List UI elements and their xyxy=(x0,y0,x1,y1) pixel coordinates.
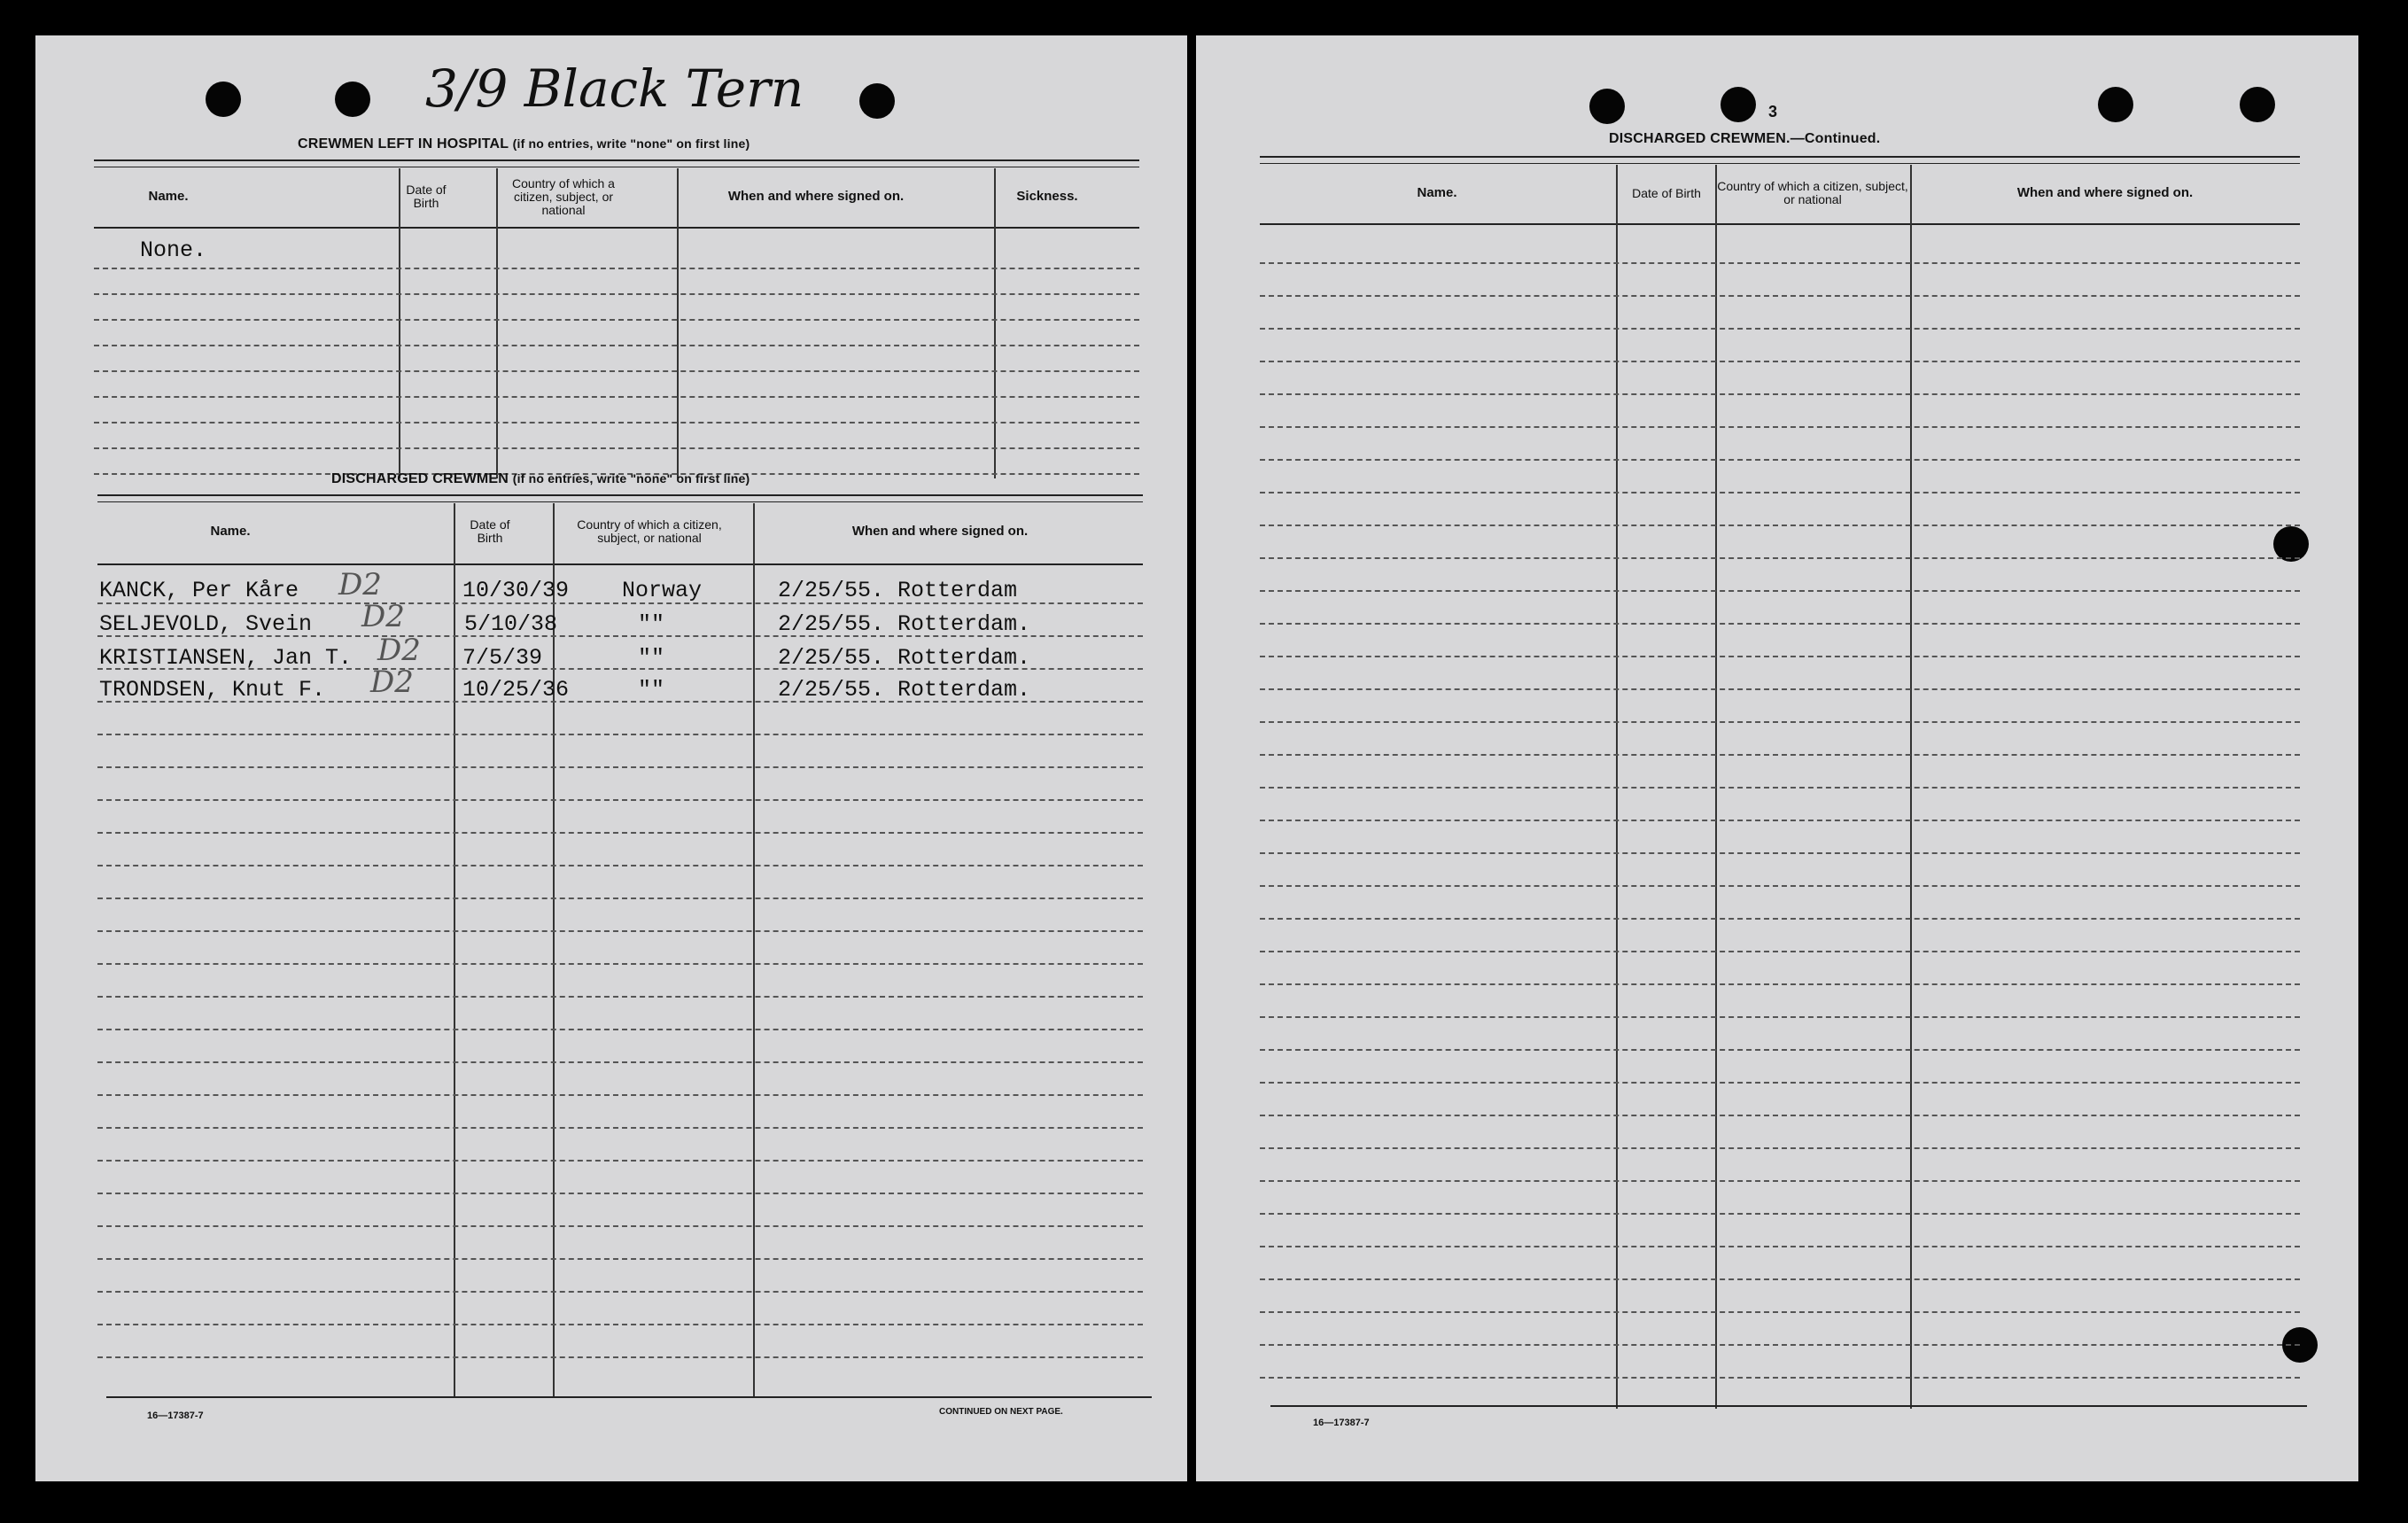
column-header-country: Country of which a citizen, subject, or national xyxy=(1717,179,1908,206)
punch-hole xyxy=(2098,87,2133,122)
column-divider xyxy=(753,503,755,1398)
form-number: 16—17387-7 xyxy=(1313,1418,1370,1428)
column-header-signed: When and where signed on. xyxy=(851,524,1029,539)
ruled-line xyxy=(1260,1377,2300,1379)
ruled-line xyxy=(1260,721,2300,723)
hospital-first-entry: None. xyxy=(140,237,207,263)
ruled-line xyxy=(1260,590,2300,592)
ruled-line xyxy=(97,1127,1143,1129)
ruled-line xyxy=(1260,459,2300,461)
ruled-line xyxy=(97,1258,1143,1260)
hospital-section-title xyxy=(298,136,750,152)
ruled-line xyxy=(1260,1147,2300,1149)
ruled-line xyxy=(97,832,1143,834)
ruled-line xyxy=(1260,983,2300,985)
handwritten-mark: D2 xyxy=(338,567,382,602)
header-separator xyxy=(97,563,1143,565)
ruled-line xyxy=(1260,656,2300,657)
column-header-dob: Date of Birth xyxy=(406,183,447,210)
ruled-line xyxy=(1260,852,2300,854)
ruled-line xyxy=(1260,1049,2300,1051)
continued-note: CONTINUED ON NEXT PAGE. xyxy=(939,1407,1063,1417)
ruled-line xyxy=(1260,688,2300,690)
handwritten-mark: D2 xyxy=(377,633,421,668)
ruled-line xyxy=(1260,525,2300,526)
hospital-title-text: CREWMEN LEFT IN HOSPITAL xyxy=(298,136,509,152)
discharged-section-title xyxy=(331,471,750,487)
column-divider xyxy=(553,503,555,1398)
header-rule xyxy=(1260,156,2300,164)
crew-signed-on: 2/25/55. Rotterdam xyxy=(778,578,1018,603)
page-number: 3 xyxy=(1768,103,1778,120)
ruled-line xyxy=(97,996,1143,998)
ruled-line xyxy=(97,1356,1143,1358)
crew-dob: 10/25/36 xyxy=(462,677,570,703)
ruled-line xyxy=(1260,820,2300,821)
ruled-line xyxy=(1260,1278,2300,1280)
ruled-line xyxy=(1260,492,2300,493)
ruled-line xyxy=(1260,1213,2300,1215)
ruled-line xyxy=(1260,1344,2300,1346)
ruled-line xyxy=(97,1193,1143,1194)
ruled-line xyxy=(97,930,1143,932)
punch-hole xyxy=(2273,526,2309,562)
punch-hole xyxy=(859,83,895,119)
ruled-line xyxy=(94,422,1139,423)
column-header-dob: Date of Birth xyxy=(1632,185,1701,200)
ruled-line xyxy=(1260,885,2300,887)
ruled-line xyxy=(1260,1016,2300,1018)
ruled-line xyxy=(94,345,1139,346)
crew-name: KANCK, Per Kåre xyxy=(99,578,299,603)
ruled-line xyxy=(1260,1246,2300,1247)
crew-name: TRONDSEN, Knut F. xyxy=(99,677,326,703)
punch-hole xyxy=(2240,87,2275,122)
crew-dob: 10/30/39 xyxy=(462,578,570,603)
punch-hole xyxy=(1589,89,1625,124)
ruled-line xyxy=(1260,1115,2300,1116)
ruled-line xyxy=(97,963,1143,965)
punch-hole xyxy=(335,82,370,117)
column-header-name: Name. xyxy=(1417,185,1457,200)
discharged-subtitle-text: (if no entries, write "none" on first line) xyxy=(512,471,750,486)
header-rule xyxy=(97,494,1143,502)
ruled-line xyxy=(97,1061,1143,1063)
bottom-rule xyxy=(1270,1405,2307,1407)
ruled-line xyxy=(1260,623,2300,625)
ruled-line xyxy=(1260,787,2300,789)
ruled-line xyxy=(1260,557,2300,559)
column-header-sickness: Sickness. xyxy=(1016,189,1078,204)
left-page xyxy=(35,35,1187,1481)
header-separator xyxy=(94,227,1139,229)
column-divider xyxy=(677,168,679,478)
column-header-country: Country of which a citizen, subject, or national xyxy=(577,517,722,545)
column-header-country: Country of which a citizen, subject, or national xyxy=(512,175,615,217)
crew-name: KRISTIANSEN, Jan T. xyxy=(99,645,353,671)
ruled-line xyxy=(97,1291,1143,1293)
column-header-name: Name. xyxy=(148,189,189,204)
handwritten-mark: D2 xyxy=(361,599,405,634)
ruled-line xyxy=(94,447,1139,449)
punch-hole xyxy=(1721,87,1756,122)
crew-dob: 7/5/39 xyxy=(462,645,543,671)
handwritten-annotation: 3/9 Black Tern xyxy=(425,58,804,119)
hospital-subtitle-text: (if no entries, write "none" on first line) xyxy=(512,136,750,151)
ruled-line xyxy=(1260,918,2300,920)
column-divider xyxy=(454,503,455,1398)
ruled-line xyxy=(1260,754,2300,756)
crew-country: "" xyxy=(638,677,665,703)
ruled-line xyxy=(1260,1311,2300,1313)
crew-signed-on: 2/25/55. Rotterdam. xyxy=(778,611,1031,637)
ruled-line xyxy=(1260,1082,2300,1084)
column-header-dob: Date of Birth xyxy=(470,517,510,545)
column-header-signed: When and where signed on. xyxy=(2016,185,2194,200)
ruled-line xyxy=(97,1160,1143,1162)
ruled-line xyxy=(97,799,1143,801)
bottom-rule xyxy=(106,1396,1152,1398)
punch-hole xyxy=(206,82,241,117)
right-page xyxy=(1196,35,2358,1481)
ruled-line xyxy=(1260,393,2300,395)
crew-signed-on: 2/25/55. Rotterdam. xyxy=(778,645,1031,671)
ruled-line xyxy=(1260,328,2300,330)
ruled-line xyxy=(1260,951,2300,952)
handwritten-mark: D2 xyxy=(370,664,414,700)
ruled-line xyxy=(1260,1180,2300,1182)
column-header-name: Name. xyxy=(210,524,251,539)
crew-country: "" xyxy=(638,645,665,671)
header-separator xyxy=(1260,223,2300,225)
ruled-line xyxy=(94,396,1139,398)
crew-country: "" xyxy=(638,611,665,637)
form-number: 16—17387-7 xyxy=(147,1410,204,1421)
discharged-title-text: DISCHARGED CREWMEN xyxy=(331,471,509,486)
crew-country: Norway xyxy=(622,578,703,603)
column-divider xyxy=(994,168,996,478)
crew-name: SELJEVOLD, Svein xyxy=(99,611,313,637)
ruled-line xyxy=(94,293,1139,295)
ruled-line xyxy=(97,1029,1143,1030)
crew-dob: 5/10/38 xyxy=(464,611,558,637)
ruled-line xyxy=(97,865,1143,866)
ruled-line xyxy=(97,1094,1143,1096)
ruled-line xyxy=(94,370,1139,372)
crew-signed-on: 2/25/55. Rotterdam. xyxy=(778,677,1031,703)
ruled-line xyxy=(97,766,1143,768)
column-divider xyxy=(399,168,400,478)
ruled-line xyxy=(97,734,1143,735)
ruled-line xyxy=(1260,262,2300,264)
ruled-line xyxy=(97,1324,1143,1325)
ruled-line xyxy=(1260,295,2300,297)
ruled-line xyxy=(97,1225,1143,1227)
discharged-continued-title: DISCHARGED CREWMEN.—Continued. xyxy=(1609,131,1881,146)
ruled-line xyxy=(94,268,1139,269)
ruled-line xyxy=(1260,361,2300,362)
ruled-line xyxy=(97,897,1143,899)
ruled-line xyxy=(94,319,1139,321)
header-rule xyxy=(94,159,1139,167)
column-divider xyxy=(496,168,498,478)
column-header-signed: When and where signed on. xyxy=(727,189,905,204)
ruled-line xyxy=(1260,426,2300,428)
